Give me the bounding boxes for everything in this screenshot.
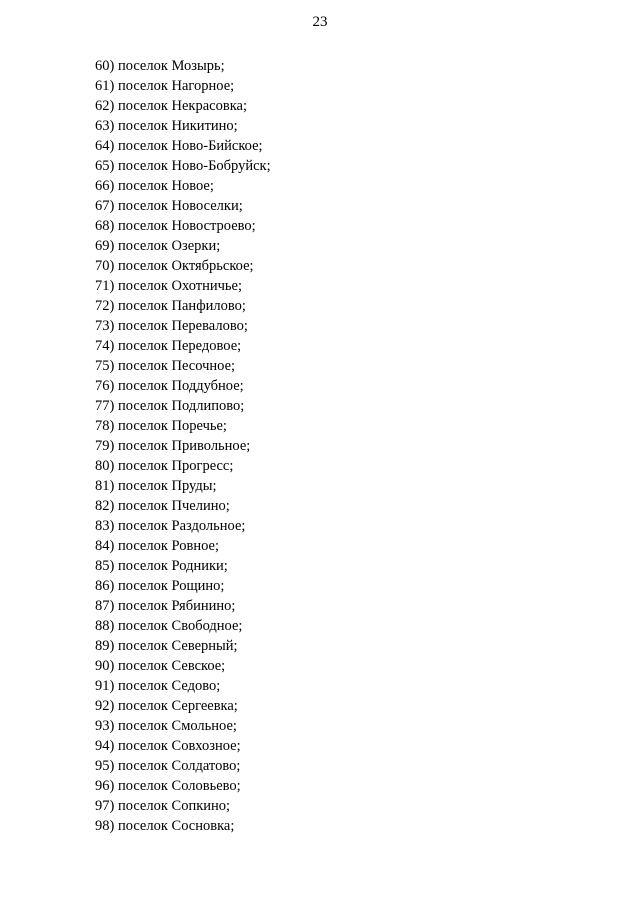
list-item: 84) поселок Ровное; — [95, 538, 219, 554]
list-item: 96) поселок Соловьево; — [95, 778, 241, 794]
list-item: 74) поселок Передовое; — [95, 338, 242, 354]
list-item: 86) поселок Рощино; — [95, 578, 225, 594]
list-item: 94) поселок Совхозное; — [95, 738, 241, 754]
list-item: 79) поселок Привольное; — [95, 438, 251, 454]
list-item: 60) поселок Мозырь; — [95, 58, 225, 74]
list-item: 65) поселок Ново-Бобруйск; — [95, 158, 271, 174]
list-item: 98) поселок Сосновка; — [95, 818, 235, 834]
list-item: 76) поселок Поддубное; — [95, 378, 244, 394]
list-item: 70) поселок Октябрьское; — [95, 258, 254, 274]
list-item: 78) поселок Поречье; — [95, 418, 227, 434]
list-item: 61) поселок Нагорное; — [95, 78, 235, 94]
list-item: 82) поселок Пчелино; — [95, 498, 230, 514]
list-item: 88) поселок Свободное; — [95, 618, 243, 634]
list-item: 93) поселок Смольное; — [95, 718, 237, 734]
list-item: 91) поселок Седово; — [95, 678, 221, 694]
list-item: 90) поселок Севское; — [95, 658, 226, 674]
list-item: 63) поселок Никитино; — [95, 118, 238, 134]
list-item: 81) поселок Пруды; — [95, 478, 217, 494]
list-item: 73) поселок Перевалово; — [95, 318, 248, 334]
list-item: 71) поселок Охотничье; — [95, 278, 242, 294]
list-item: 66) поселок Новое; — [95, 178, 214, 194]
list-item: 95) поселок Солдатово; — [95, 758, 241, 774]
list-item: 77) поселок Подлипово; — [95, 398, 245, 414]
page-number: 23 — [312, 14, 328, 30]
list-item: 92) поселок Сергеевка; — [95, 698, 238, 714]
list-item: 68) поселок Новостроево; — [95, 218, 256, 234]
list-item: 80) поселок Прогресс; — [95, 458, 234, 474]
list-item: 67) поселок Новоселки; — [95, 198, 243, 214]
list-item: 64) поселок Ново-Бийское; — [95, 138, 263, 154]
list-item: 83) поселок Раздольное; — [95, 518, 246, 534]
settlement-list — [95, 56, 271, 836]
list-item: 87) поселок Рябинино; — [95, 598, 236, 614]
list-item: 97) поселок Сопкино; — [95, 798, 231, 814]
list-item: 69) поселок Озерки; — [95, 238, 221, 254]
list-item: 85) поселок Родники; — [95, 558, 228, 574]
list-item: 89) поселок Северный; — [95, 638, 238, 654]
list-item: 75) поселок Песочное; — [95, 358, 236, 374]
list-item: 72) поселок Панфилово; — [95, 298, 246, 314]
list-item: 62) поселок Некрасовка; — [95, 98, 247, 114]
